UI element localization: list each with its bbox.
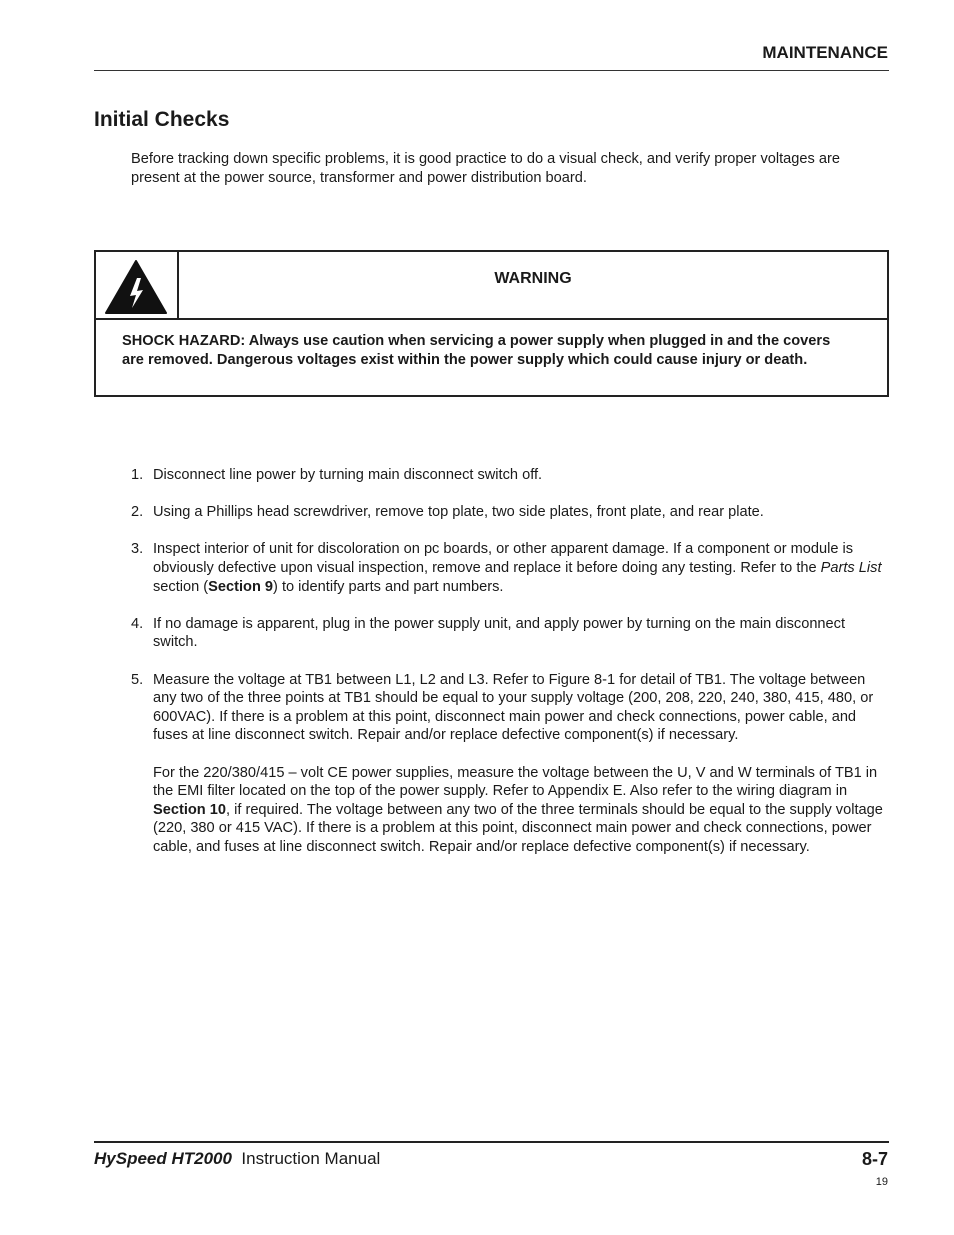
footer-manual-title — [94, 1149, 380, 1169]
step-text-part: , if required. The voltage between any two of the three terminals should be equal to the supply voltage (220, 380 or 415 VAC). If there is a problem at this point, disconnect main power and check connections, power cable, and fuses at line disconnect switch. Repair and/or replace defective component(s) if necessary. — [153, 801, 883, 855]
step-text: Disconnect line power by turning main disconnect switch off. — [153, 467, 543, 483]
step-text-part: Inspect interior of unit for discoloration on pc boards, or other apparent damage. If a component or module is obviously defective upon visual inspection, remove and replace it before doing any testing. Refer to the — [153, 541, 854, 576]
header-rule — [94, 70, 889, 71]
warning-icon-cell — [96, 252, 179, 318]
list-item — [131, 466, 891, 485]
step-text: Using a Phillips head screwdriver, remove top plate, two side plates, front plate, and rear plate. — [153, 504, 764, 521]
footer-manual-label: Instruction Manual — [241, 1149, 381, 1168]
list-item — [131, 671, 891, 857]
list-item — [131, 540, 891, 596]
page-title: Initial Checks — [94, 108, 230, 131]
footer-page-label: 8-7 — [861, 1149, 888, 1169]
step-text: If no damage is apparent, plug in the power supply unit, and apply power by turning on the main disconnect switch. — [153, 615, 846, 651]
step-number: 3. — [131, 541, 144, 558]
step-number: 2. — [131, 504, 144, 521]
warning-text: SHOCK HAZARD: Always use caution when servicing a power supply when plugged in and the covers are removed. Dangerous voltages exist within the power supply which could cause injury or death. — [122, 333, 831, 368]
step-text-ce-note — [153, 764, 891, 857]
section-reference: Section 9 — [208, 578, 274, 595]
intro-paragraph: Before tracking down specific problems, it is good practice to do a visual check, and verify proper voltages are present at the power source, transformer and power distribution board. — [131, 151, 840, 186]
step-number: 5. — [131, 671, 144, 688]
step-text — [153, 540, 891, 596]
step-number: 1. — [131, 467, 144, 483]
step-number: 4. — [131, 615, 144, 632]
parts-list-reference: Parts List — [820, 559, 882, 576]
footer-rule — [94, 1141, 889, 1143]
footer-page-number: 19 — [875, 1176, 888, 1188]
step-text-part: For the 220/380/415 – volt CE power supplies, measure the voltage between the U, V and W terminals of TB1 in the EMI filter located on the top of the power supply. Refer to Appendix E. Also refer to the wiring diagram in — [153, 764, 878, 800]
step-text: Measure the voltage at TB1 between L1, L2 and L3. Refer to Figure 8-1 for detail of TB1. The voltage between any two of the three points at TB1 should be equal to your supply voltage (200, 208, 220, 240, 380, 415, 480, or 600VAC). If there is a problem at this point, disconnect main power and check connections, power cable, and fuses at line disconnect switch. Repair and/or replace defective component(s) if necessary. — [153, 671, 874, 744]
warning-title: WARNING — [494, 270, 572, 287]
header-section-title: MAINTENANCE — [762, 43, 888, 62]
list-item — [131, 615, 891, 652]
step-text-part: section ( — [153, 578, 209, 595]
electric-shock-warning-icon — [96, 252, 177, 318]
section-reference: Section 10 — [153, 801, 226, 818]
list-item — [131, 503, 891, 522]
step-text-part: ) to identify parts and part numbers. — [273, 578, 504, 595]
footer-brand: HySpeed HT2000 — [94, 1149, 232, 1168]
warning-box — [94, 250, 889, 397]
procedure-steps — [131, 466, 891, 875]
